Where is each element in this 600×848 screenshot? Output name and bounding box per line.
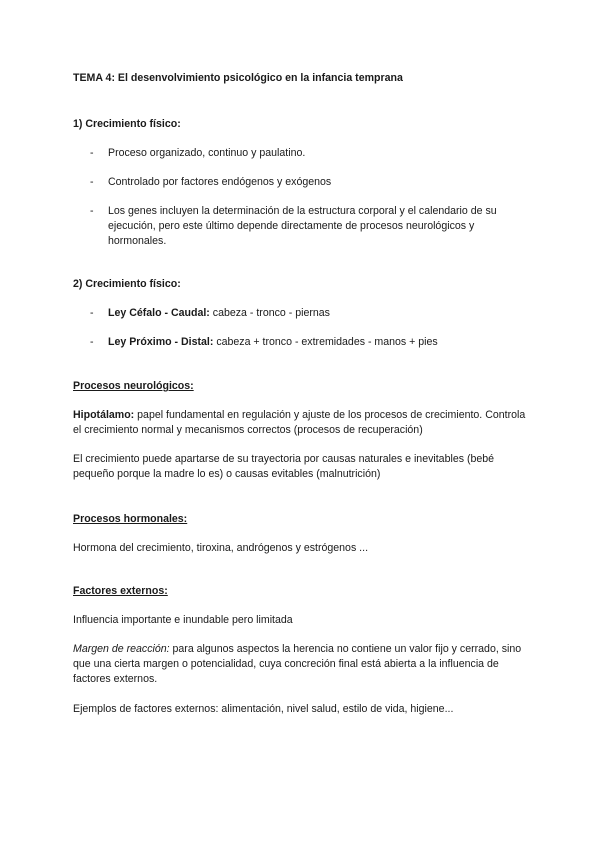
hipotalamo-term: Hipotálamo: (73, 409, 135, 421)
margen-paragraph (73, 642, 528, 687)
section2-heading: 2) Crecimiento físico: (73, 278, 181, 290)
bullet-dash: - (90, 176, 94, 188)
document-title: TEMA 4: El desenvolvimiento psicológico en la infancia temprana (73, 72, 403, 84)
bullet-dash: - (90, 336, 94, 348)
externos-paragraph1: Influencia importante e inundable pero limitada (73, 614, 293, 626)
list-item-text: Controlado por factores endógenos y exógenos (108, 176, 332, 188)
hipotalamo-paragraph (73, 408, 528, 438)
list-item-text (108, 306, 528, 321)
law-term: Ley Céfalo - Caudal: (108, 307, 210, 319)
list-item-text: Los genes incluyen la determinación de la estructura corporal y el calendario de su ejecución, pero este último depende directamente de procesos neurológicos y hormonales. (108, 205, 497, 247)
externos-paragraph3: Ejemplos de factores externos: alimentación, nivel salud, estilo de vida, higiene... (73, 703, 454, 715)
law-term: Ley Próximo - Distal: (108, 336, 214, 348)
bullet-dash: - (90, 205, 94, 217)
list-item-text (108, 335, 528, 350)
externos-heading: Factores externos: (73, 585, 168, 597)
neuro-heading: Procesos neurológicos: (73, 380, 194, 392)
hormonal-heading: Procesos hormonales: (73, 513, 188, 525)
list-item-text: Proceso organizado, continuo y paulatino. (108, 147, 306, 159)
hormonal-paragraph: Hormona del crecimiento, tiroxina, andrógenos y estrógenos ... (73, 542, 369, 554)
hipotalamo-text: papel fundamental en regulación y ajuste de los procesos de crecimiento. Controla el crecimiento normal y mecanismos correctos (procesos de recuperación) (73, 409, 526, 436)
bullet-dash: - (90, 307, 94, 319)
margen-term: Margen de reacción: (73, 643, 170, 655)
law-description: cabeza - tronco - piernas (209, 307, 330, 319)
bullet-dash: - (90, 147, 94, 159)
neuro-paragraph: El crecimiento puede apartarse de su trayectoria por causas naturales e inevitables (bebé pequeño porque la madre lo es) o causas evitables (malnutrición) (73, 453, 495, 480)
law-description: cabeza + tronco - extremidades - manos + pies (213, 336, 438, 348)
margen-text: para algunos aspectos la herencia no contiene un valor fijo y cerrado, sino que una cierta margen o potencialidad, cuya concreción final está abierta a la influencia de factores externos. (73, 643, 522, 685)
section1-heading: 1) Crecimiento físico: (73, 118, 181, 130)
